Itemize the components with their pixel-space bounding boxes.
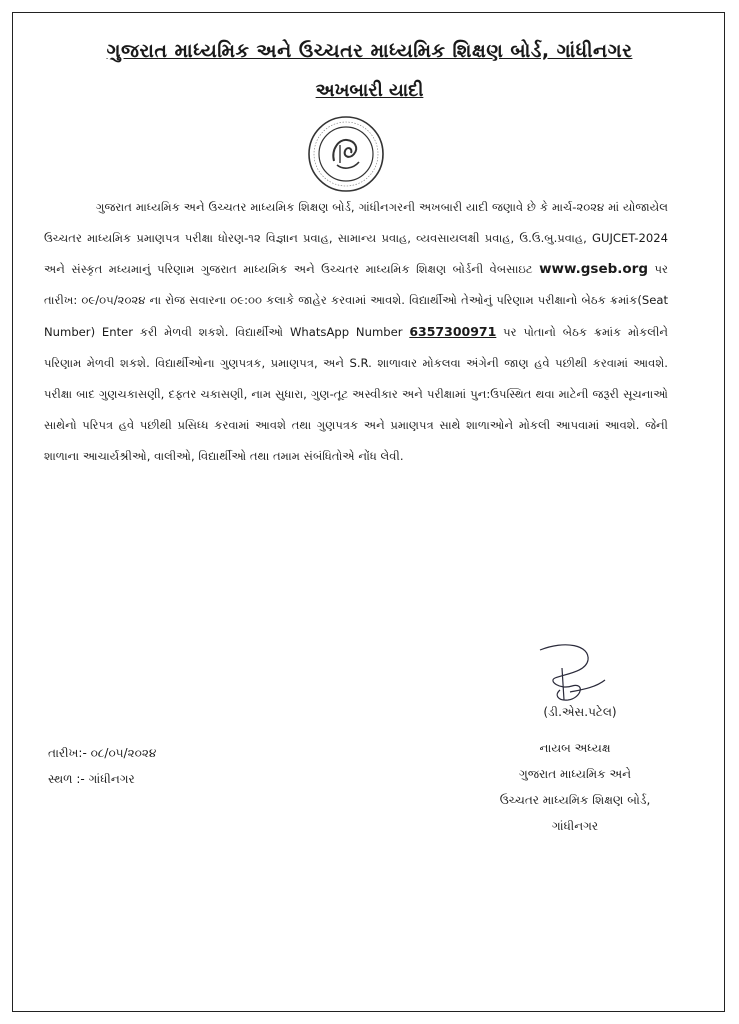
- body-paragraph-part2: પર તારીખ: ૦૯/૦૫/૨૦૨૪ ના રોજ સવારના ૦૯:૦૦ કલાકે જાહેર કરવામાં આવશે. વિદ્યાર્થીઓ તેઓનું પરિણામ પરીક્ષાનો બેઠક ક્રમાંક(Seat Number) Enter કરી મેળવી શકશે. વિદ્યાર્થીઓ WhatsApp Number: [44, 262, 669, 339]
- signatory-designation: નાયબ અધ્યક્ષ: [539, 741, 611, 755]
- document-subtitle: અખબારી યાદી: [315, 80, 424, 101]
- body-paragraph-part1: ગુજરાત માધ્યમિક અને ઉચ્ચતર માધ્યમિક શિક્ષણ બોર્ડ, ગાંધીનગરની અખબારી યાદી જણાવે છે કે માર્ચ-૨૦૨૪ માં યોજાયેલ ઉચ્ચતર માધ્યમિક પ્રમાણપત્ર પરીક્ષા ધોરણ-૧૨ વિજ્ઞાન પ્રવાહ, સામાન્ય પ્રવાહ, વ્યવસાયલક્ષી પ્રવાહ, ઉ.ઉ.બુ.પ્રવાહ, GUJCET-2024 અને સંસ્કૃત મધ્યમાનું પરિણામ ગુજરાત માધ્યમિક અને ઉચ્ચતર માધ્યમિક શિક્ષણ બોર્ડની વેબસાઇટ: [44, 200, 668, 276]
- board-seal-icon: [307, 115, 385, 193]
- whatsapp-number: 6357300971: [409, 324, 497, 339]
- document-title: ગુજરાત માધ્યમિક અને ઉચ્ચતર માધ્યમિક શિક્ષણ બોર્ડ, ગાંધીનગર: [106, 40, 633, 62]
- office-line-2: ઉચ્ચતર માધ્યમિક શિક્ષણ બોર્ડ,: [499, 793, 651, 807]
- date-place-block: [48, 740, 156, 792]
- body-paragraph-part3: પર પોતાનો બેઠક ક્રમાંક મોકલીને પરિણામ મેળવી શકશે. વિદ્યાર્થીઓના ગુણપત્રક, પ્રમાણપત્ર, અને S.R. શાળાવાર મોકલવા અંગેની જાણ હવે પછીથી કરવામાં આવશે. પરીક્ષા બાદ ગુણચકાસણી, દફ્તર ચકાસણી, નામ સુધારા, ગુણ-તૂટ અસ્વીકાર અને પરીક્ષામાં પુન:ઉપસ્થિત થવા માટેની જરૂરી સૂચનાઓ સાથેનો પરિપત્ર હવે પછીથી પ્રસિધ્ધ કરવામાં આવશે તથા ગુણપત્રક અને પ્રમાણપત્ર સાથે શાળાઓને મોકલી આપવામાં આવશે. જેની શાળાના આચાર્યશ્રીઓ, વાલીઓ, વિદ્યાર્થીઓ તથા તમામ સંબંધિતોએ નોંધ લેવી.: [44, 325, 669, 463]
- signatory-name: (ડી.એસ.પટેલ): [543, 705, 617, 719]
- issue-date: તારીખ:- ૦૮/૦૫/૨૦૨૪: [48, 746, 157, 760]
- website-link[interactable]: www.gseb.org: [539, 261, 649, 277]
- issue-place: સ્થળ :- ગાંધીનગર: [48, 772, 135, 786]
- signatory-block: [480, 735, 670, 839]
- office-line-1: ગુજરાત માધ્યમિક અને: [518, 767, 632, 781]
- handwritten-signature: [510, 640, 620, 710]
- announcement-body: [44, 192, 668, 472]
- office-line-3: ગાંધીનગર: [551, 819, 599, 833]
